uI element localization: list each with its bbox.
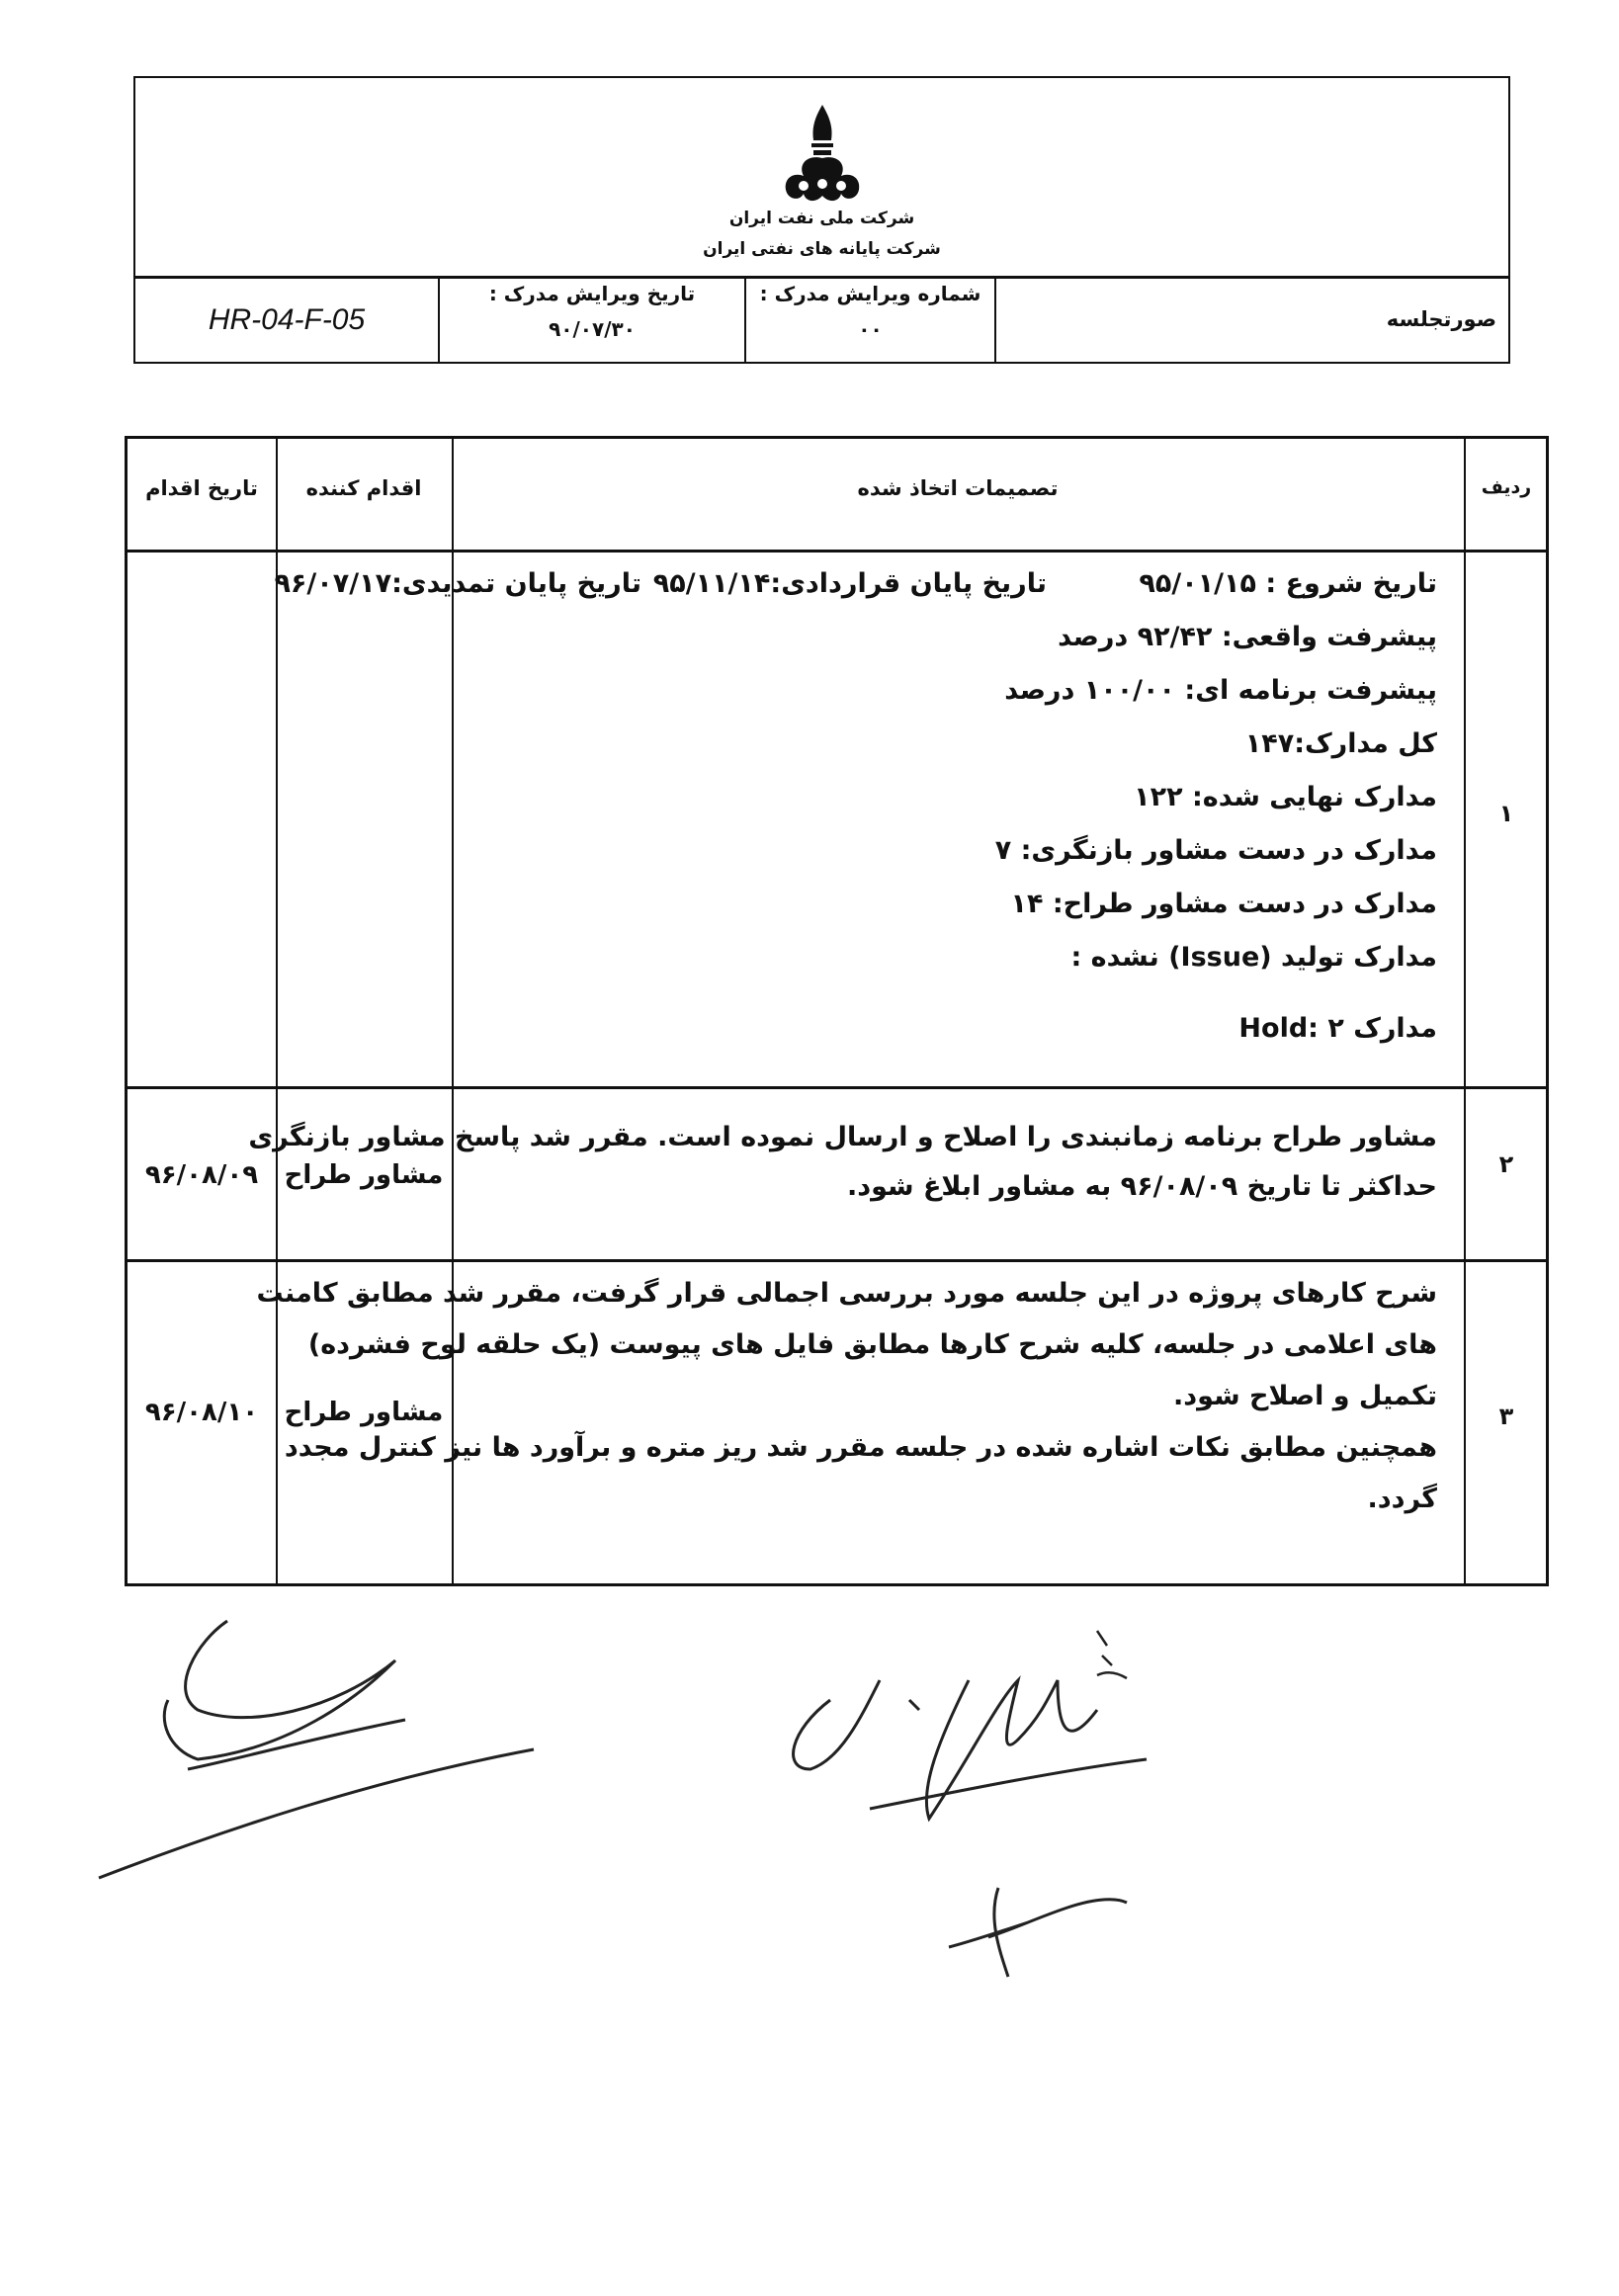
row-number: ۲ [1498,1150,1514,1178]
revision-date-cell [438,276,744,364]
decision-text: گردد. [1367,1484,1437,1514]
progress-line: پیشرفت برنامه ای: ۱۰۰/۰۰ درصد [1004,675,1437,706]
nioc-logo-icon [778,103,867,212]
start-date: تاریخ شروع : ۹۵/۰۱/۱۵ [1139,568,1437,599]
signature-right [771,1621,1186,1997]
action-date: ۹۶/۰۸/۱۰ [144,1398,259,1427]
documents-line: مدارک در دست مشاور طراح: ۱۴ [1010,889,1437,919]
documents-line: کل مدارک:۱۴۷ [1244,728,1437,759]
revision-date-value: ۹۰/۰۷/۳۰ [549,317,636,341]
decision-text: های اعلامی در جلسه، کلیه شرح کارها مطابق فایل های پیوست (یک حلقه لوح فشرده) [307,1329,1437,1360]
action-date: ۹۶/۰۸/۰۹ [144,1160,259,1190]
decisions-table [125,436,1549,1586]
form-code: HR-04-F-05 [208,303,366,336]
signature-left [79,1601,633,1898]
row-divider [128,550,1546,553]
header-row-number: ردیف [1481,476,1532,498]
revision-date-label: تاریخ ویرایش مدرک : [488,282,696,305]
company-name-nioc: شرکت ملی نفت ایران [728,209,915,228]
header-action-by: اقدام کننده [305,476,422,500]
revision-number-label: شماره ویرایش مدرک : [759,282,981,305]
revision-number-value: ۰۰ [858,317,883,341]
row-divider [128,1086,1546,1089]
row-number: ۱ [1498,800,1514,827]
form-title-cell [994,276,1508,364]
documents-line: مدارک تولید (Issue) نشده : [1070,942,1437,973]
form-title: صورتجلسه [1386,307,1496,331]
revision-number-cell [744,276,994,364]
decision-text: شرح کارهای پروژه در این جلسه مورد بررسی اجمالی قرار گرفت، مقرر شد مطابق کامنت [256,1278,1437,1309]
form-code-cell [135,276,438,364]
document-header [133,76,1510,364]
decision-text: همچنین مطابق نکات اشاره شده در جلسه مقرر شد ریز متره و برآورد ها نیز کنترل مجدد [284,1432,1437,1463]
logo-area [135,78,1508,279]
decision-text: حداکثر تا تاریخ ۹۶/۰۸/۰۹ به مشاور ابلاغ شود. [846,1171,1437,1202]
row-divider [128,1259,1546,1262]
documents-line: مدارک در دست مشاور بازنگری: ۷ [994,835,1437,866]
action-by: مشاور طراح [284,1160,444,1190]
header-action-date: تاریخ اقدام [145,476,258,500]
header-decisions: تصمیمات اتخاذ شده [857,476,1059,500]
decision-text: تکمیل و اصلاح شود. [1173,1381,1437,1411]
documents-line: مدارک Hold: ۲ [1238,1013,1437,1044]
documents-line: مدارک نهایی شده: ۱۲۲ [1134,782,1437,812]
progress-line: پیشرفت واقعی: ۹۲/۴۲ درصد [1058,622,1437,652]
row-number: ۳ [1498,1403,1514,1430]
decision-text: مشاور طراح برنامه زمانبندی را اصلاح و ارسال نموده است. مقرر شد پاسخ مشاور بازنگری [248,1122,1437,1152]
contract-end-date: تاریخ پایان قراردادی:۹۵/۱۱/۱۴ [652,568,1047,599]
extended-end-date: تاریخ پایان تمدیدی:۹۶/۰۷/۱۷ [274,568,641,599]
action-by: مشاور طراح [284,1398,444,1427]
company-name-terminals: شرکت پایانه های نفتی ایران [703,239,941,259]
